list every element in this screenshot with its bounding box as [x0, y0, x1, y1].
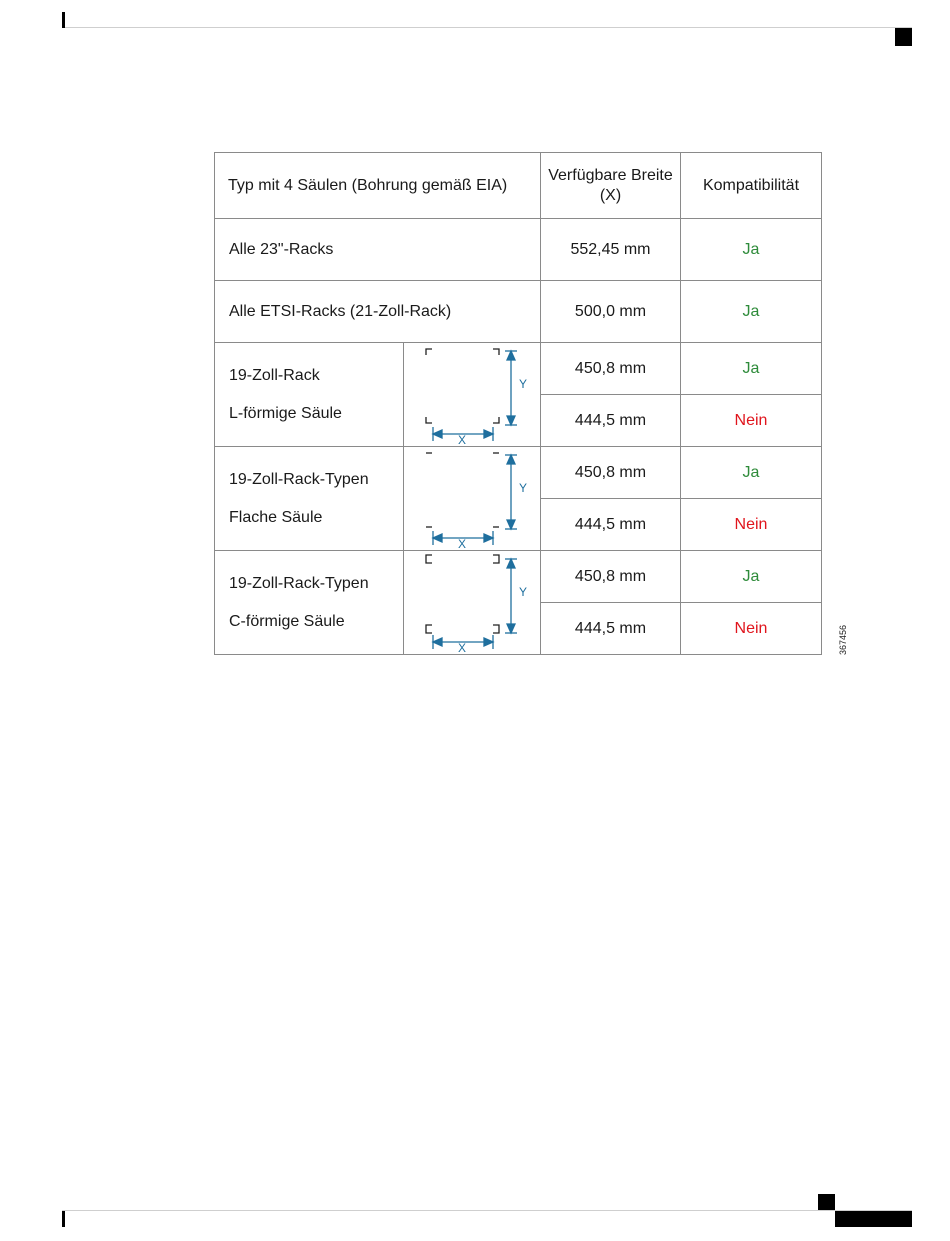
compat-value: Ja — [681, 281, 822, 343]
width-value: 450,8 mm — [541, 551, 681, 603]
c-shaped-post-diagram — [404, 551, 541, 655]
compat-value: Nein — [681, 395, 822, 447]
header-compatibility: Kompatibilität — [681, 153, 822, 219]
axis-y-label: Y — [519, 480, 528, 495]
table-row — [215, 551, 822, 603]
table-row — [215, 343, 822, 395]
compat-value: Ja — [681, 343, 822, 395]
rack-compatibility-figure — [214, 152, 821, 655]
group-rack-type: 19-Zoll-Rack-Typen — [229, 470, 369, 488]
flat-post-diagram — [404, 447, 541, 551]
group-rack-type: 19-Zoll-Rack — [229, 366, 320, 384]
rack-compatibility-table — [214, 152, 822, 655]
header-marker — [62, 12, 65, 28]
c-shaped-post-icon — [404, 553, 541, 653]
footer-rule — [62, 1210, 912, 1211]
header-available-width — [541, 153, 681, 219]
compat-value: Ja — [681, 447, 822, 499]
axis-x-label: X — [458, 432, 467, 445]
row-label: Alle ETSI-Racks (21-Zoll-Rack) — [215, 281, 541, 343]
group-post-type: C-förmige Säule — [229, 612, 345, 630]
width-value: 450,8 mm — [541, 447, 681, 499]
compat-value: Ja — [681, 551, 822, 603]
footer-page-tab — [835, 1211, 912, 1227]
compat-value: Nein — [681, 603, 822, 655]
width-value: 500,0 mm — [541, 281, 681, 343]
row-label: Alle 23"-Racks — [215, 219, 541, 281]
group-rack-type: 19-Zoll-Rack-Typen — [229, 574, 369, 592]
header-width-line2: (X) — [599, 186, 622, 204]
header-type: Typ mit 4 Säulen (Bohrung gemäß EIA) — [215, 153, 541, 219]
compat-value: Ja — [681, 219, 822, 281]
figure-id: 367456 — [838, 624, 848, 655]
width-value: 444,5 mm — [541, 499, 681, 551]
group-label — [215, 343, 404, 447]
width-value: 552,45 mm — [541, 219, 681, 281]
width-value: 444,5 mm — [541, 395, 681, 447]
table-row — [215, 447, 822, 499]
l-shaped-post-diagram — [404, 343, 541, 447]
header-width-line1: Verfügbare Breite — [548, 166, 673, 184]
header-corner-block — [895, 28, 912, 46]
axis-y-label: Y — [519, 584, 528, 599]
group-label — [215, 447, 404, 551]
table-row — [215, 219, 822, 281]
footer-corner-block — [818, 1194, 835, 1210]
header-rule — [62, 27, 912, 28]
group-label — [215, 551, 404, 655]
axis-x-label: X — [458, 640, 467, 653]
group-post-type: L-förmige Säule — [229, 404, 342, 422]
axis-x-label: X — [458, 536, 467, 549]
table-row — [215, 281, 822, 343]
compat-value: Nein — [681, 499, 822, 551]
axis-y-label: Y — [519, 376, 528, 391]
footer-marker — [62, 1211, 65, 1227]
group-post-type: Flache Säule — [229, 508, 323, 526]
width-value: 450,8 mm — [541, 343, 681, 395]
flat-post-icon — [404, 449, 541, 549]
width-value: 444,5 mm — [541, 603, 681, 655]
l-shaped-post-icon — [404, 345, 541, 445]
